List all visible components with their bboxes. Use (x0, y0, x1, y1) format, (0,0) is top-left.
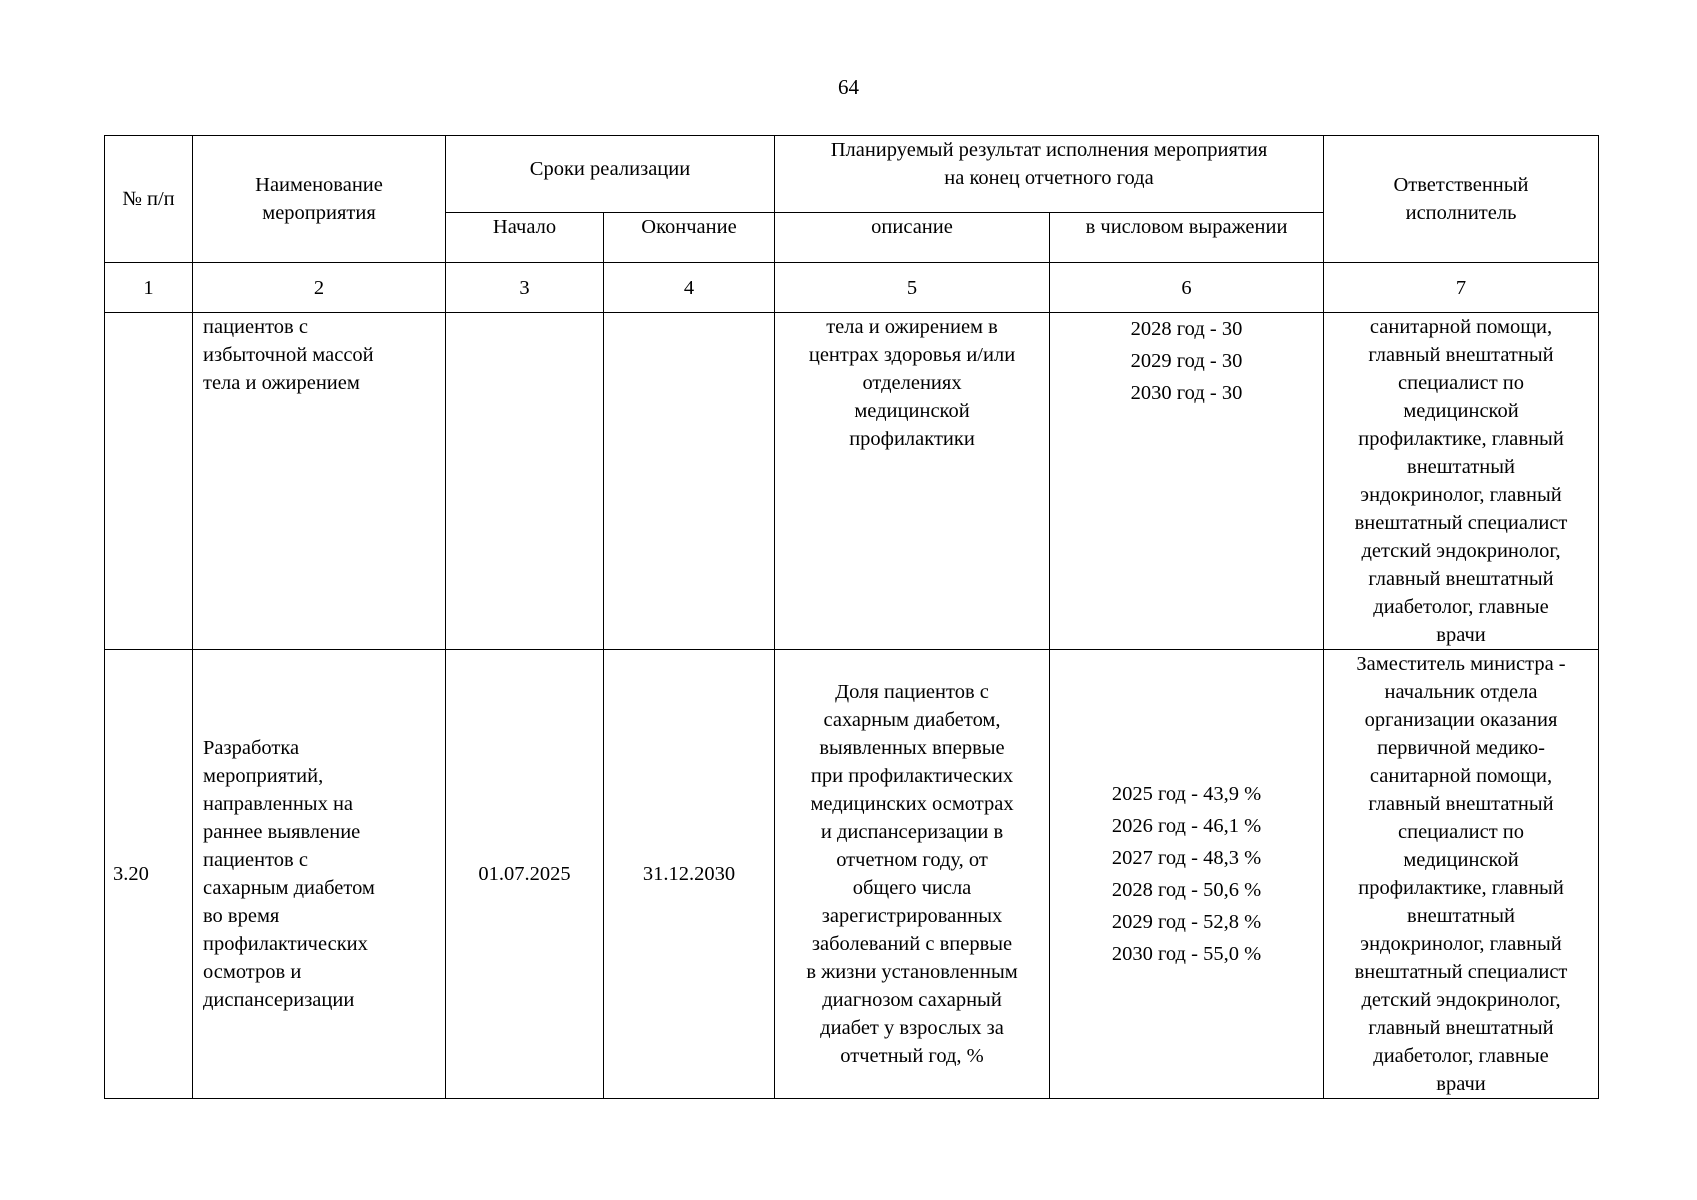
row-numeric: 2025 год - 43,9 % 2026 год - 46,1 % 2027 год - 48,3 % 2028 год - 50,6 % 2029 год - 52,8 % 2030 год - 55,0 % (1050, 650, 1324, 1099)
column-number: 1 (105, 263, 193, 313)
header-responsible: Ответственный исполнитель (1324, 136, 1599, 263)
column-number: 5 (775, 263, 1050, 313)
page-number: 64 (838, 75, 859, 99)
row-name: пациентов с избыточной массой тела и ожирением (193, 313, 446, 650)
plan-table (104, 135, 1599, 1099)
column-numbers-row (105, 263, 1599, 313)
header-terms: Сроки реализации (446, 136, 775, 213)
row-responsible: Заместитель министра - начальник отдела организации оказания первичной медико- санитарной помощи, главный внештатный специалист по медицинской профилактике, главный внештатный эндокринолог, главный внештатный специалист детский эндокринолог, главный внештатный диабетолог, главные врачи (1324, 650, 1599, 1099)
row-description: Доля пациентов с сахарным диабетом, выявленных впервые при профилактических медицинских осмотрах и диспансеризации в отчетном году, от общего числа зарегистрированных заболеваний с впервые в жизни установленным диагнозом сахарный диабет у взрослых за отчетный год, % (775, 650, 1050, 1099)
header-numeric: в числовом выражении (1050, 213, 1324, 263)
column-number: 2 (193, 263, 446, 313)
column-number: 4 (604, 263, 775, 313)
column-number: 6 (1050, 263, 1324, 313)
header-name: Наименование мероприятия (193, 136, 446, 263)
column-number: 7 (1324, 263, 1599, 313)
row-name: Разработка мероприятий, направленных на раннее выявление пациентов с сахарным диабетом во время профилактических осмотров и диспансеризации (193, 650, 446, 1099)
header-result: Планируемый результат исполнения мероприятия на конец отчетного года (775, 136, 1324, 213)
row-num (105, 313, 193, 650)
row-start: 01.07.2025 (446, 650, 604, 1099)
row-numeric: 2028 год - 30 2029 год - 30 2030 год - 30 (1050, 313, 1324, 650)
table-row (105, 313, 1599, 650)
header-description: описание (775, 213, 1050, 263)
header-start: Начало (446, 213, 604, 263)
row-end (604, 313, 775, 650)
table-row (105, 650, 1599, 1099)
header-num: № п/п (105, 136, 193, 263)
column-number: 3 (446, 263, 604, 313)
row-start (446, 313, 604, 650)
row-description: тела и ожирением в центрах здоровья и/или отделениях медицинской профилактики (775, 313, 1050, 650)
row-end: 31.12.2030 (604, 650, 775, 1099)
header-row-1 (105, 136, 1599, 213)
row-responsible: санитарной помощи, главный внештатный специалист по медицинской профилактике, главный внештатный эндокринолог, главный внештатный специалист детский эндокринолог, главный внештатный диабетолог, главные врачи (1324, 313, 1599, 650)
row-num: 3.20 (105, 650, 193, 1099)
header-end: Окончание (604, 213, 775, 263)
